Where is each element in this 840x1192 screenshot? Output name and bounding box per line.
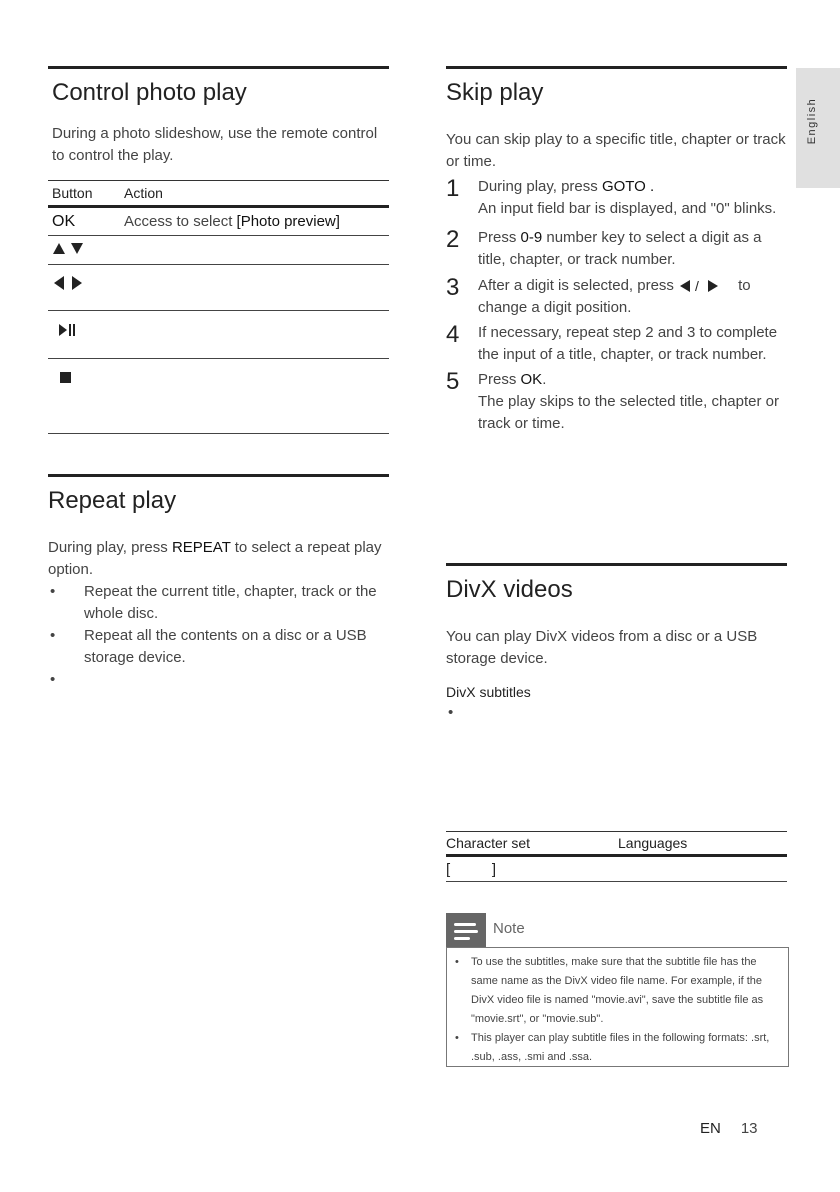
- goto-key: GOTO .: [601, 178, 655, 195]
- list-item: • Repeat the current title, chapter, track or the whole disc.: [48, 581, 389, 625]
- intro-text: to select a repeat play option.: [48, 539, 382, 578]
- header-action: Action: [124, 185, 163, 201]
- note-text: To use the subtitles, make sure that the subtitle file has the same name as the DivX video file name. For example, if the DivX video file is named "movie.avi", save the subtitle file as "movie.srt", or "movie.sub".: [471, 956, 764, 1025]
- section-rule: [446, 66, 787, 69]
- page-footer: [700, 1120, 758, 1137]
- footer-language: EN: [700, 1120, 721, 1137]
- step-item: [446, 227, 787, 271]
- svg-text:/: /: [695, 279, 699, 294]
- bullet-text: Repeat all the contents on a disc or a USB storage device.: [84, 627, 367, 666]
- charset-cell: [ ]: [446, 860, 497, 878]
- step-text: Press: [478, 229, 521, 246]
- play-pause-icon: [52, 323, 76, 337]
- table-row: [48, 311, 389, 359]
- table-row: [48, 265, 389, 311]
- language-tab-label: English: [806, 97, 818, 145]
- section-title: DivX videos: [446, 576, 573, 603]
- ok-key: OK: [520, 371, 543, 388]
- step-item: [446, 176, 787, 220]
- skip-play-section: [446, 66, 787, 435]
- step-result: The play skips to the selected title, chapter or track or time.: [478, 393, 779, 432]
- bullet-text: Repeat the current title, chapter, track or the whole disc.: [84, 583, 377, 622]
- language-tab: [796, 68, 840, 188]
- step-item: [446, 275, 787, 319]
- section-title: Skip play: [446, 79, 544, 106]
- page-number: 13: [740, 1120, 758, 1137]
- step-text: .: [542, 371, 547, 388]
- subtitles-heading: DivX subtitles: [446, 684, 531, 700]
- step-number: 3: [446, 274, 460, 301]
- section-rule: [48, 474, 389, 477]
- note-item: • To use the subtitles, make sure that the subtitle file has the same name as the DivX video file name. For example, if the DivX video file is named "movie.avi", save the subtitle file as "movie.srt", or "movie.sub".: [447, 953, 774, 1029]
- step-number: 4: [446, 321, 460, 348]
- photo-preview-option: [Photo preview]: [236, 213, 340, 230]
- list-item: •: [48, 669, 389, 691]
- table-row: [48, 359, 389, 434]
- table-row: [48, 208, 389, 236]
- step-text: Press: [478, 371, 521, 388]
- list-item: • Repeat all the contents on a disc or a USB storage device.: [48, 625, 389, 669]
- header-languages: Languages: [618, 835, 688, 851]
- intro-text: During play, press: [48, 539, 172, 556]
- step-text: number key to select a digit as a title, chapter, or track number.: [478, 229, 762, 268]
- step-item: [446, 369, 787, 435]
- note-text: This player can play subtitle files in the following formats: .srt, .sub, .ass, .smi and .ssa.: [471, 1032, 770, 1063]
- step-text: to change a digit position.: [478, 277, 751, 316]
- divx-section: [446, 563, 787, 878]
- bullet-text: [84, 669, 389, 691]
- repeat-key: REPEAT: [171, 539, 231, 556]
- section-rule: [446, 563, 787, 566]
- control-photo-section: [48, 66, 389, 434]
- section-title: Control photo play: [52, 79, 247, 106]
- charset-table: [446, 831, 787, 882]
- section-rule: [48, 66, 389, 69]
- note-box: [446, 947, 789, 1067]
- repeat-play-section: [48, 474, 389, 691]
- table-header: [446, 831, 787, 857]
- note-icon: [446, 913, 486, 947]
- header-charset: Character set: [446, 835, 531, 851]
- up-down-arrows-icon: [52, 241, 86, 255]
- header-button: Button: [52, 185, 93, 201]
- ok-button-label: OK: [52, 212, 76, 230]
- step-number: 5: [446, 368, 460, 395]
- steps-list: [446, 176, 787, 435]
- step-text: During play, press: [478, 178, 602, 195]
- table-row: [48, 236, 389, 265]
- photo-control-table: [48, 180, 389, 434]
- digit-keys: 0-9: [520, 229, 543, 246]
- note-item: • This player can play subtitle files in the following formats: .srt, .sub, .ass, .smi and .ssa.: [447, 1029, 774, 1067]
- note-title: Note: [493, 920, 525, 937]
- table-header: [48, 180, 389, 208]
- section-title: Repeat play: [48, 487, 177, 514]
- step-number: 1: [446, 175, 460, 202]
- repeat-bullets: [48, 581, 389, 691]
- section-intro: You can play DivX videos from a disc or a USB storage device.: [446, 628, 758, 667]
- list-item: •: [448, 704, 454, 721]
- section-intro: During a photo slideshow, use the remote control to control the play.: [52, 125, 378, 164]
- step-result: An input field bar is displayed, and "0" blinks.: [478, 200, 777, 217]
- step-text: If necessary, repeat step 2 and 3 to complete the input of a title, chapter, or track number.: [478, 324, 778, 363]
- step-number: 2: [446, 226, 460, 253]
- left-right-arrows-icon: [52, 275, 86, 291]
- section-intro: [48, 537, 389, 581]
- stop-icon: [52, 370, 76, 384]
- table-row: [446, 857, 787, 882]
- section-intro: You can skip play to a specific title, chapter or track or time.: [446, 131, 786, 170]
- left-right-slash-icon: [678, 279, 730, 293]
- action-text: Access to select: [124, 213, 237, 230]
- step-item: [446, 322, 787, 366]
- step-text: After a digit is selected, press: [478, 277, 679, 294]
